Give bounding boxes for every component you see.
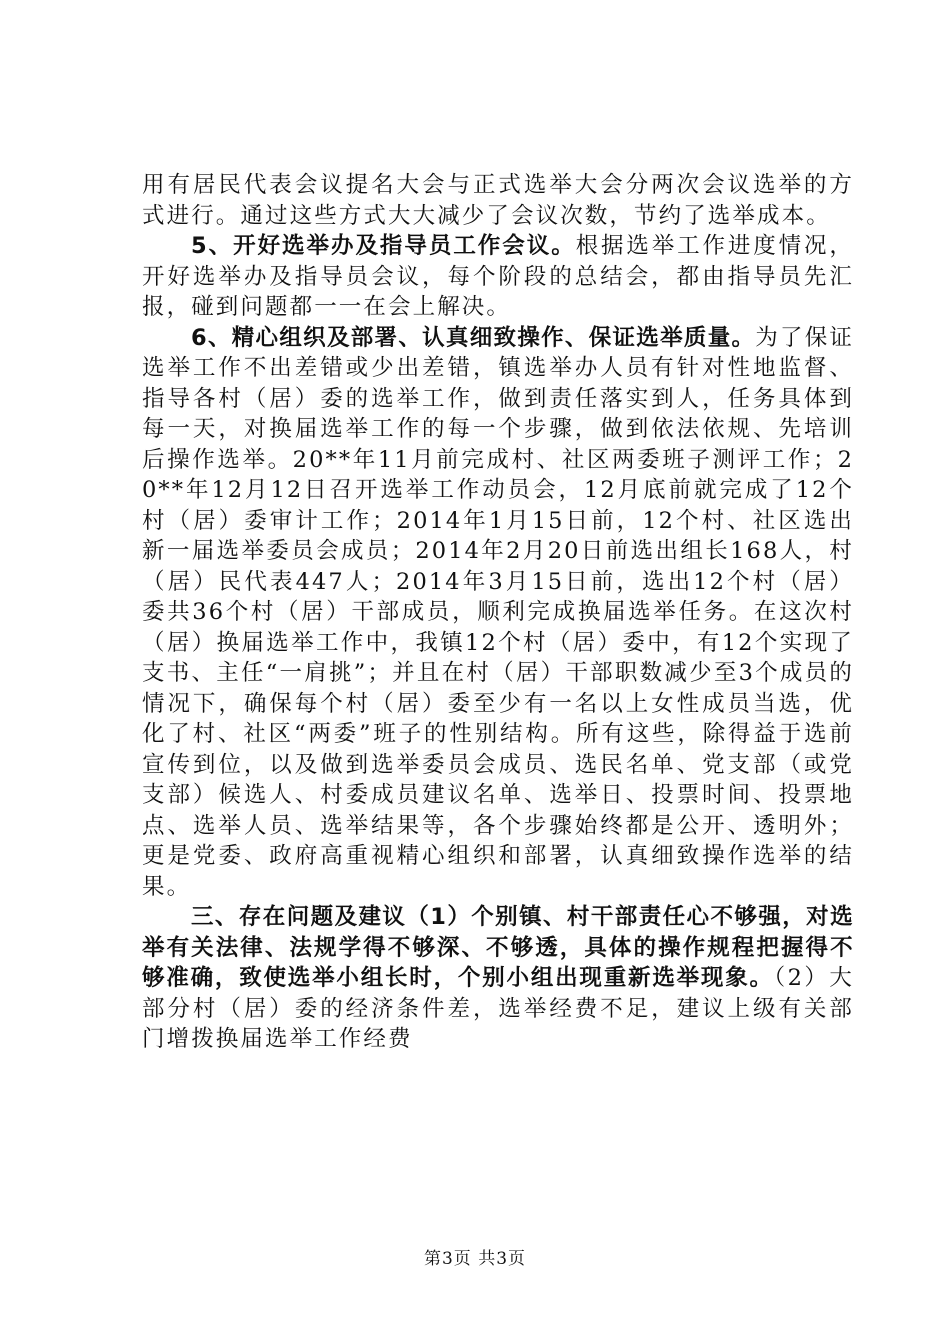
paragraph-text: 用有居民代表会议提名大会与正式选举大会分两次会议选举的方式进行。通过这些方式大大减少了会议次数，节约了选举成本。 <box>142 172 854 229</box>
paragraph-section-3 <box>142 902 854 1055</box>
paragraph-text: 为了保证选举工作不出差错或少出差错，镇选举办人员有针对性地监督、指导各村（居）委的选举工作，做到责任落实到人，任务具体到每一天，对换届选举工作的每一个步骤，做到依法依规、先培训后操作选举。20**年11月前完成村、社区两委班子测评工作；20**年12月12日召开选举工作动员会，12月底前就完成了12个村（居）委审计工作；2014年1月15日前，12个村、社区选出新一届选举委员会成员；2014年2月20日前选出组长168人，村（居）民代表447人；2014年3月15日前，选出12个村（居）委共36个村（居）干部成员，顺利完成换届选举任务。在这次村（居）换届选举工作中，我镇12个村（居）委中，有12个实现了支书、主任“一肩挑”；并且在村（居）干部职数减少至3个成员的情况下，确保每个村（居）委至少有一名以上女性成员当选，优化了村、社区“两委”班子的性别结构。所有这些，除得益于选前宣传到位，以及做到选举委员会成员、选民名单、党支部（或党支部）候选人、村委成员建议名单、选举日、投票时间、投票地点、选举人员、选举结果等，各个步骤始终都是公开、透明外；更是党委、政府高重视精心组织和部署，认真细致操作选举的结果。 <box>142 324 854 900</box>
document-body <box>142 170 854 1055</box>
paragraph-text: （2）大部分村（居）委的经济条件差，选举经费不足，建议上级有关部门增拨换届选举工作经费 <box>142 965 854 1052</box>
paragraph-item-5 <box>142 231 854 323</box>
paragraph-continuation <box>142 170 854 231</box>
paragraph-heading: 6、精心组织及部署、认真细致操作、保证选举质量。 <box>191 324 756 351</box>
section-heading: 三、存在问题及建议（1）个别镇、村干部责任心不够强，对选举有关法律、法规学得不够深、不够透，具体的操作规程把握得不够准确，致使选举小组长时，个别小组出现重新选举现象。 <box>142 904 854 991</box>
paragraph-heading: 5、开好选举办及指导员工作会议。 <box>191 233 576 259</box>
page-number-footer: 第3页 共3页 <box>423 1249 527 1269</box>
paragraph-item-6 <box>142 323 854 903</box>
paragraph-text: 根据选举工作进度情况，开好选举办及指导员会议，每个阶段的总结会，都由指导员先汇报，碰到问题都一一在会上解决。 <box>142 233 854 320</box>
